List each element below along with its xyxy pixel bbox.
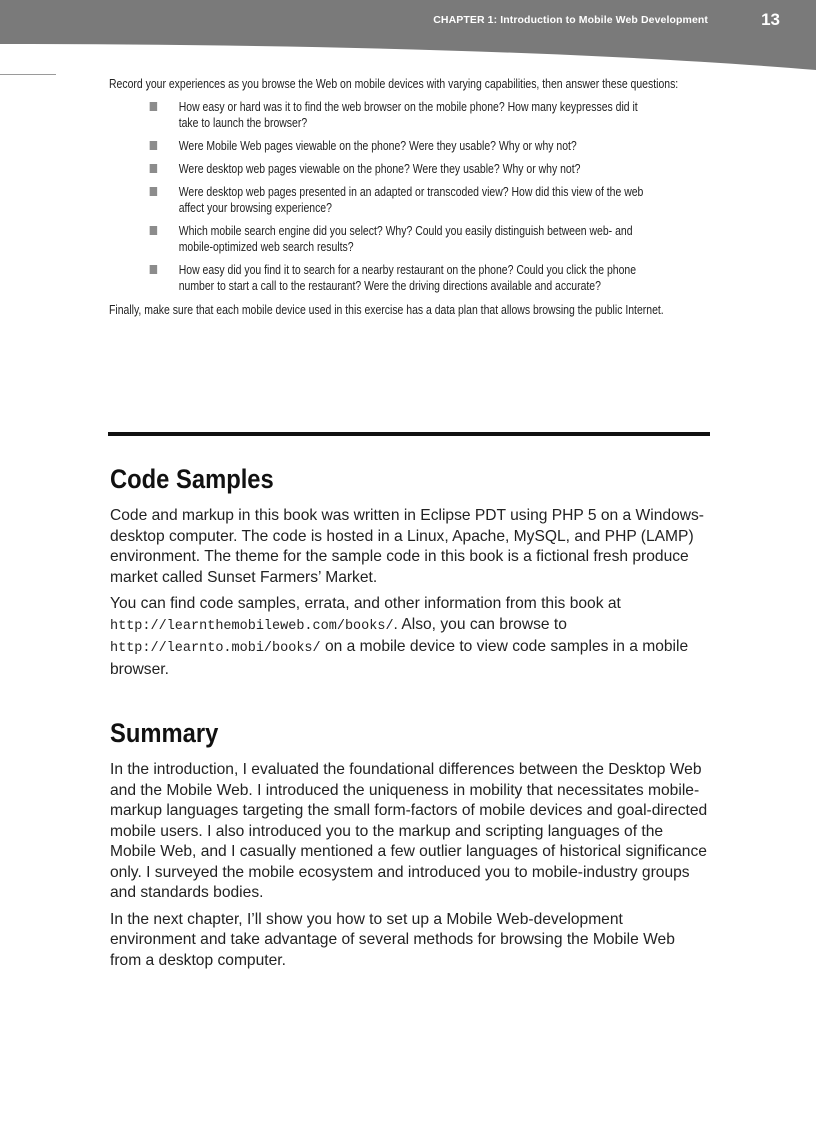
links-mid-text: . Also, you can browse to xyxy=(393,615,567,633)
chapter-header-band xyxy=(0,0,816,80)
book-url-link[interactable]: http://learnthemobileweb.com/books/ xyxy=(110,618,394,634)
links-lead-text: You can find code samples, errata, and other information from this book at xyxy=(110,595,621,612)
square-bullet-icon xyxy=(150,226,157,235)
question-text: Were desktop web pages presented in an adapted or transcoded view? How did this view of the web affect your browsing experience? xyxy=(178,185,644,215)
square-bullet-icon xyxy=(150,102,157,111)
page-number: 13 xyxy=(761,10,780,29)
exercise-box xyxy=(109,76,709,318)
square-bullet-icon xyxy=(150,141,157,150)
main-content xyxy=(110,462,710,977)
question-text: Were desktop web pages viewable on the phone? Were they usable? Why or why not? xyxy=(178,162,581,176)
code-samples-links-paragraph xyxy=(110,594,710,680)
question-item xyxy=(179,161,709,177)
question-item xyxy=(179,138,709,154)
summary-heading: Summary xyxy=(110,718,219,748)
question-item xyxy=(179,184,709,216)
question-text: How easy did you find it to search for a nearby restaurant on the phone? Could you click the phone number to start a call to the restaurant? Were the driving directions available and accurate? xyxy=(178,263,637,293)
question-text: How easy or hard was it to find the web browser on the mobile phone? How many keypresses did it take to launch the browser? xyxy=(178,100,638,130)
question-list xyxy=(109,99,709,294)
question-item xyxy=(179,99,709,131)
links-tail-text: on a mobile device to view code samples in a mobile browser. xyxy=(110,638,689,678)
exercise-intro: Record your experiences as you browse the Web on mobile devices with varying capabilities, then answer these questions: xyxy=(109,77,679,91)
square-bullet-icon xyxy=(150,265,157,274)
question-item xyxy=(179,262,709,294)
section-spacer xyxy=(110,686,710,716)
running-chapter-title: CHAPTER 1: Introduction to Mobile Web Development xyxy=(433,14,708,26)
margin-mark xyxy=(0,74,56,75)
exercise-closing: Finally, make sure that each mobile device used in this exercise has a data plan that allows browsing the public Internet. xyxy=(109,303,664,317)
summary-paragraph-2: In the next chapter, I’ll show you how to set up a Mobile Web-development environment and take advantage of several methods for browsing the Mobile Web from a desktop computer. xyxy=(110,910,675,969)
summary-paragraph-1: In the introduction, I evaluated the foundational differences between the Desktop Web and the Mobile Web. I introduced the uniqueness in mobility that necessitates mobile-markup languages targeting the small form-factors of mobile devices and goal-directed mobile users. I also introduced you to the markup and scripting languages of the Mobile Web, and I casually mentioned a few outlier languages of historical significance only. I surveyed the mobile ecosystem and introduced you to mobile-industry groups and standards bodies. xyxy=(110,761,708,901)
header-band-shape xyxy=(0,0,816,80)
question-text: Which mobile search engine did you select? Why? Could you easily distinguish between web- and mobile-optimized web search results? xyxy=(178,224,633,254)
square-bullet-icon xyxy=(150,164,157,173)
section-divider xyxy=(108,432,710,436)
question-text: Were Mobile Web pages viewable on the phone? Were they usable? Why or why not? xyxy=(178,139,577,153)
square-bullet-icon xyxy=(150,187,157,196)
code-samples-heading: Code Samples xyxy=(110,464,274,494)
question-item xyxy=(179,223,709,255)
code-samples-paragraph: Code and markup in this book was written in Eclipse PDT using PHP 5 on a Windows-desktop computer. The code is hosted in a Linux, Apache, MySQL, and PHP (LAMP) environment. The theme for the sample code in this book is a fictional fresh produce market called Sunset Farmers’ Market. xyxy=(110,507,705,586)
mobile-url-link[interactable]: http://learnto.mobi/books/ xyxy=(110,641,321,656)
